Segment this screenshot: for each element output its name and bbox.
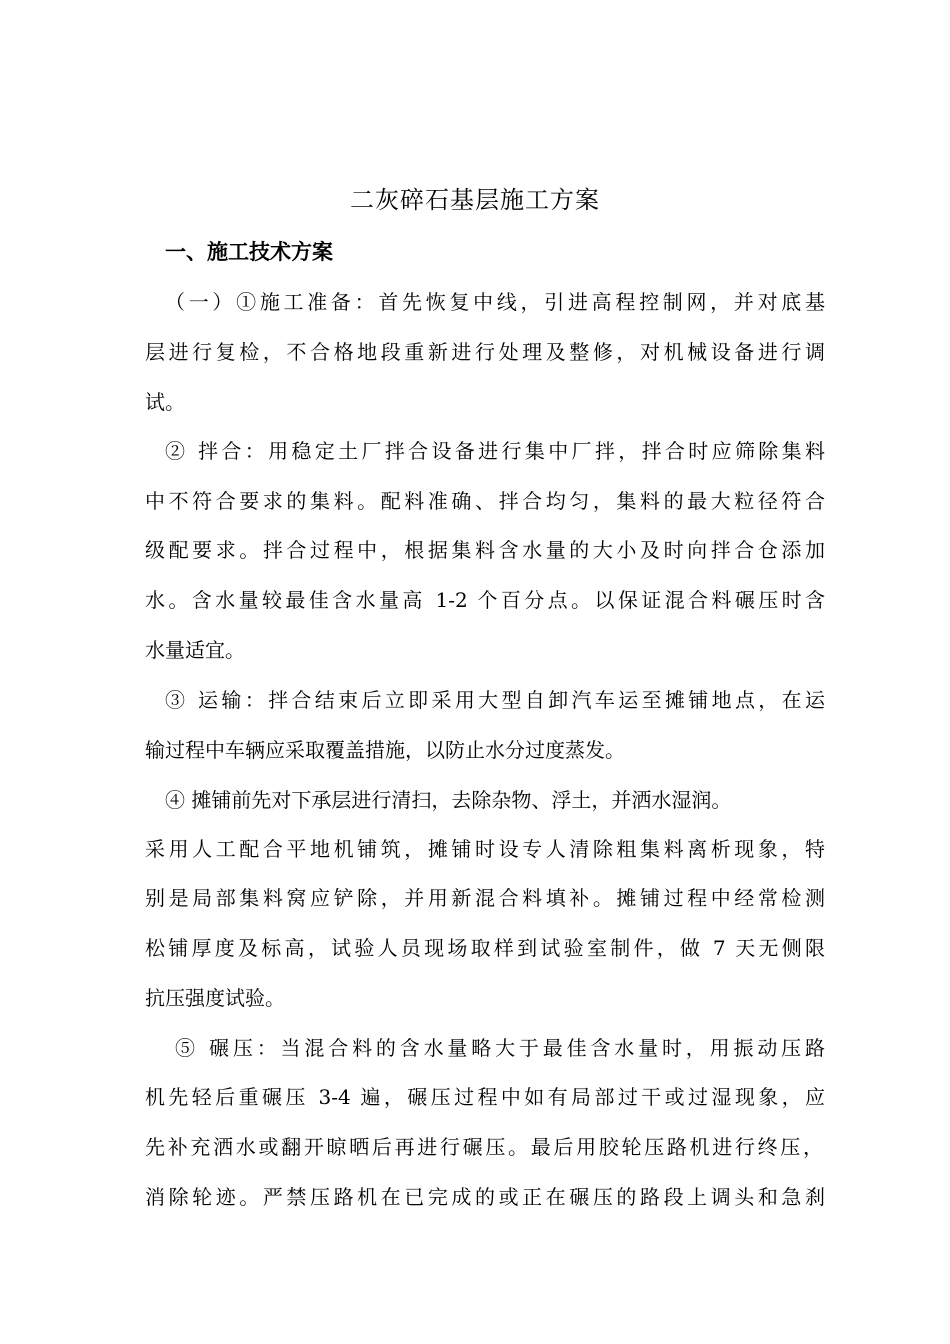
paragraph-line: 输过程中车辆应采取覆盖措施，以防止水分过度蒸发。 [145, 738, 625, 762]
paragraph-line: 机先轻后重碾压 3-4 遍，碾压过程中如有局部过干或过湿现象，应 [145, 1085, 825, 1109]
paragraph-line: 别是局部集料窝应铲除，并用新混合料填补。摊铺过程中经常检测 [145, 886, 825, 910]
paragraph-line: 层进行复检，不合格地段重新进行处理及整修，对机械设备进行调 [145, 340, 825, 364]
paragraph-line: ③ 运输：拌合结束后立即采用大型自卸汽车运至摊铺地点，在运 [165, 688, 825, 712]
paragraph-line: 抗压强度试验。 [145, 986, 285, 1010]
paragraph-line: ④ 摊铺前先对下承层进行清扫，去除杂物、浮土，并洒水湿润。 [165, 788, 732, 812]
section-heading: 一、施工技术方案 [165, 240, 333, 264]
paragraph-line: 水量适宜。 [145, 638, 245, 662]
paragraph-line: 水。含水量较最佳含水量高 1-2 个百分点。以保证混合料碾压时含 [145, 588, 825, 612]
document-title: 二灰碎石基层施工方案 [350, 186, 600, 214]
paragraph-line: ⑤ 碾压：当混合料的含水量略大于最佳含水量时，用振动压路 [175, 1036, 825, 1060]
paragraph-line: 先补充洒水或翻开晾晒后再进行碾压。最后用胶轮压路机进行终压， [145, 1135, 823, 1159]
paragraph-line: 松铺厚度及标高，试验人员现场取样到试验室制件，做 7 天无侧限 [145, 936, 825, 960]
paragraph-line: 级配要求。拌合过程中，根据集料含水量的大小及时向拌合仓添加 [145, 538, 825, 562]
paragraph-line: 采用人工配合平地机铺筑，摊铺时设专人清除粗集料离析现象，特 [145, 837, 825, 861]
paragraph-line: ② 拌合：用稳定土厂拌合设备进行集中厂拌，拌合时应筛除集料 [165, 439, 825, 463]
paragraph-line: 中不符合要求的集料。配料准确、拌合均匀，集料的最大粒径符合 [145, 489, 825, 513]
paragraph-line: 消除轮迹。严禁压路机在已完成的或正在碾压的路段上调头和急刹 [145, 1185, 825, 1209]
paragraph-line: （一）①施工准备：首先恢复中线，引进高程控制网，并对底基 [165, 290, 825, 314]
paragraph-line: 试。 [145, 390, 185, 414]
